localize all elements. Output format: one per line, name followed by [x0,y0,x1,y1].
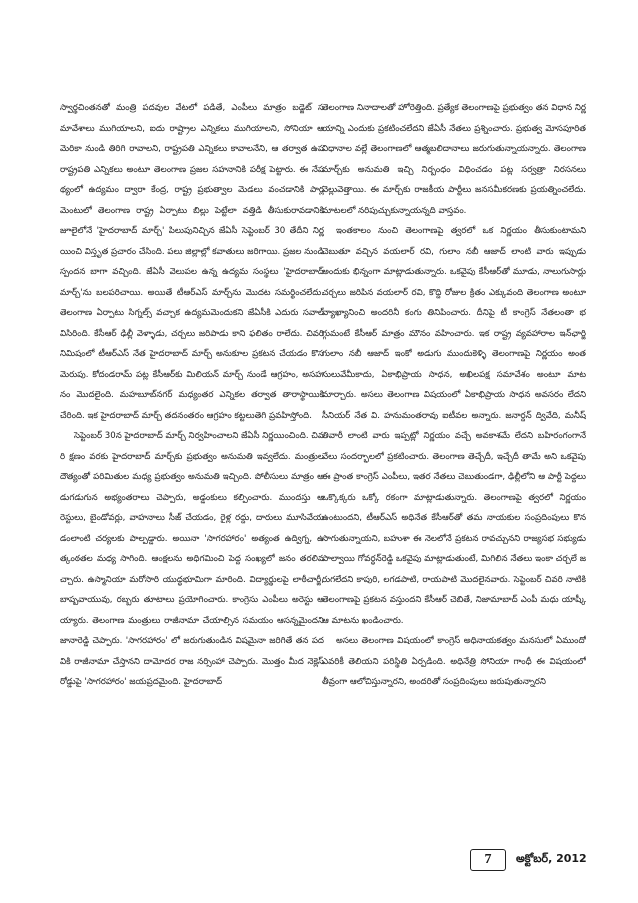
article-paragraph: అసలు తెలంగాణ విషయంలో కాంగ్రెస్ అధినాయకత్వం మనసులో ఏముందో ఎవరికీ తెలియని పరిస్థితి ఏర్పడింది. అధినేత్రి సోనియా గాంధీ ఈ విషయంలో తీవ్రంగా ఆలోచిస్తున్నారని, అందరితో సంప్రదింపులు జరుపుతున్నారని [322,636,586,687]
article-paragraph: ఇంతకాలం నుంచి తెలంగాణపై త్వరలో ఒక నిర్ణయం తీసుకుంటామని చెబుతూ వచ్చిన వయలార్ రవి, గులాం నబీ ఆజాద్ లాంటి వారు ఇప్పుడు అందుకు భిన్నంగా మాట్లాడుతున్నారు. ఒకవైపు కేసీఆర్‌తో మూడు, నాలుగుసార్లు చర్చలు జరిపిన వయలార్ రవి, కొద్ది రోజుల క్రితం ఎక్కువంది తెలంగాణ అంటూ వ్యాఖ్యానించి అందరినీ కంగు తినిపించారు. దీనిపై టీ కాంగ్రెస్ నేతలంతా భగ్గుమంటే కేసీఆర్ మాత్రం మౌనం వహించారు. ఇక రాష్ట్ర వ్యవహారాల ఇన్‌ఛార్జి గులాం నబీ ఆజాద్ ఇంకో అడుగు ముందుకెళ్ళి తెలంగాణపై నిర్ణయం అంత సులువేమీకాదు, ఏకాభిప్రాయ సాధన, అఖిలపక్ష సమావేశం అంటూ మాట మార్చారు. అసలు తెలంగాణ విషయంలో ఏకాభిప్రాయ సాధన అవసరం లేదని సీనియర్ నేత వి. హనుమంతరావు ఐటీవల అన్నారు. జనార్దన్ ద్వివేది, మనీష్ తివారీ లాంటి వారు ఇప్పట్లో నిర్ణయం వచ్చే అవకాశమే లేదని బహిరంగంగానే వేలు సందర్భాలలో ప్రకటించారు. తెలంగాణ తెచ్చేదీ, ఇచ్చేదీ తామే అని ఒకవైపు ఈ ప్రాంత కాంగ్రెస్ ఎంపీలు, ఇతర నేతలు చెబుతుండగా, ఢిల్లీలోని ఆ పార్టీ పెద్దలు ఒక్కొక్కరు ఒక్కో రకంగా మాట్లాడుతున్నారు. తెలంగాణపై త్వరలో నిర్ణయం ఉంటుందని, టీఆర్ఎస్ అధినేత కేసీఆర్‌తో తమ నాయకుల సంప్రదింపులు కొనసాగుతున్నాయని, బహుశా ఈ నెలలోనే ప్రకటన రావచ్చునని రాజ్యసభ సభ్యుడు పాల్వాయి గోవర్ధన్‌రెడ్డి ఒకవైపు మాట్లాడుతుంటే, మిగిలిన నేతలు ఇంకా చర్చలే జరుగలేదని కాపురి, లగడపాటి, రాయపాటి మొదలైనవారు. సెప్టెంబర్ చివరి నాటికి తెలంగాణపై ప్రకటన వస్తుందని కేసీఆర్ చెబితే, నిజామాబాద్ ఎంపీ మధు యాష్కీ ఆ మాటను ఖండించారు. [322,226,586,626]
article-column-left [60,98,324,846]
page-number: 7 [470,849,506,871]
article-paragraph: తెలంగాణ నినాదాలతో హోరెత్తింది. ప్రత్యేక తెలంగాణపై ప్రభుత్వం తన విధాన నిర్ణయాన్ని ఎందుకు ప్రకటించలేదని జేఏసీ నేతలు ప్రశ్నించారు. ప్రభుత్వ మోసపూరిత విధానాల వల్లే తెలంగాణలో ఆత్మబలిదానాలు జరుగుతున్నాయన్నారు. తెలంగాణ మార్చ్‌కు అనుమతి ఇచ్చి నిర్బంధం విధించడం పట్ల సర్వత్రా నిరసనలు వెల్లువెత్తాయి. ఈ మార్చ్‌కు రాజకీయ పార్టీలు జనసమీకరణకు ప్రయత్నించలేదు. మాటలలో నరిపుచ్చుకున్నాయన్నది వాస్తవం. [322,103,586,216]
article-column-right [322,98,586,846]
article-paragraph: స్వార్థచింతనతో మంత్రి పదవుల వేటలో పడితే, ఎంపీలు మాత్రం బడ్జెట్ సమావేశాలు ముగియాలని, ఐదు రాష్ట్రాల ఎన్నికలు ముగియాలని, సోనియా అమెరికా నుండి తిరిగి రావాలని, రాష్ట్రపతి ఎన్నికలు కావాలనేని, ఆ తర్వాత ఉపరాష్ట్రపతి ఎన్నికలు అంటూ తెలంగాణ ప్రజల సహనానికి పరీక్ష పెట్టారు. ఈ నేపథ్యంలో ఉద్యమం ద్వారా కేంద్ర, రాష్ట్ర ప్రభుత్వాల మెడలు వంచడానికి పార్లమెంటులో తెలంగాణ రాష్ట్ర ఏర్పాటు బిల్లు పెట్టేలా వత్తిడి తీసుకురావడానికి జూలైలోనే 'హైదరాబాద్ మార్చ్' పిలుపునిచ్చిన జేఏసీ సెప్టెంబర్ 30 తేదీని నిర్ణయించి విస్తృత ప్రచారం చేసింది. పలు జిల్లాల్లో కవాతులు జరిగాయి. ప్రజల నుండి స్పందన బాగా వచ్చింది. జేఏసీ వెలుపల ఉన్న ఉద్యమ సంస్థలు 'హైదరాబాద్ మార్చ్'ను బలపరిచాయి. అయితే టీఆర్ఎస్ మార్చ్‌ను మొదట సమర్థించలేదు. తెలంగాణ ఏర్పాటు సిగ్నల్స్ వచ్చాక ఉద్యమమెందుకని జేఏసీకి ఎదురు సవాల్ విసిరింది. కేసీఆర్ ఢిల్లీ వెళ్ళాడు, చర్చలు జరిపాడు కాని ఫలితం రాలేదు. చివరి నిమిషంలో టీఆర్ఎస్ నేత హైదరాబాద్ మార్చ్ అనుకూల ప్రకటన చేయడం కొసమెరుపు. కోదండరామ్ పట్ల కేసీఆర్‌కు మిలియన్ మార్చ్ నుండే ఆగ్రహం, అసహనం మొదలైంది. మహబూబ్‌నగర్ మధ్యంతర ఎన్నికల తర్వాత తారాస్థాయికి చేరింది. ఇక హైదరాబాద్ మార్చ్ తదనంతరం ఆగ్రహం కట్టలుతెగి ప్రవహిస్తోంది. [60,103,324,421]
article-paragraph: సెప్టెంబర్ 30న హైదరాబాద్ మార్చ్ నిర్వహించాలని జేఏసీ నిర్ణయించింది. చివరి క్షణం వరకు హైదరాబాద్ మార్చ్‌కు ప్రభుత్వం అనుమతి ఇవ్వలేదు. మంత్రుల దౌత్యంతో పరిమితుల మధ్య ప్రభుత్వం అనుమతి ఇచ్చింది. పోలీసులు మాత్రం అడుగడుగున అభ్యంతరాలు చెప్పారు, అడ్డంకులు కల్పించారు. ముందస్తు అరెస్టులు, బైండోవర్లు, వాహనాలు సీజ్ చేయడం, రైళ్ల రద్దు, దారులు మూసివేయడంలాంటి చర్యలకు పాల్పడ్డారు. అయినా 'సాగరహారం' అత్యంత ఉద్విగ్న, ఉత్కంఠతల మధ్య సాగింది. ఆంక్షలను అధిగమించి పెద్ద సంఖ్యలో జనం తరలివచ్చారు. ఉస్మానియా మరోసారి యుద్ధభూమిగా మారింది. విద్యార్థులపై లాఠీచార్జీ, బాష్పవాయువు, రబ్బరు తూటాలు ప్రయోగించారు. కాంగ్రెసు ఎంపీలు అరెస్టు అయ్యారు. తెలంగాణ మంత్రులు రాజీనామా చేయాల్సిన సమయం ఆసన్నమైందని జానారెడ్డి చెప్పారు. 'సాగరహారం' లో జరుగుతుండిన విషమైనా జరిగితే తన పదవికి రాజీనామా చేస్తానని దామోదర రాజ నర్సింహా చెప్పారు. మొత్తం మీద నెక్లెస్ రోడ్డుపై 'సాగరహారం' జయప్రదమైంది. హైదరాబాద్ [60,431,324,687]
page-footer [470,848,587,872]
issue-date: అక్టోబర్, 2012 [516,852,587,865]
